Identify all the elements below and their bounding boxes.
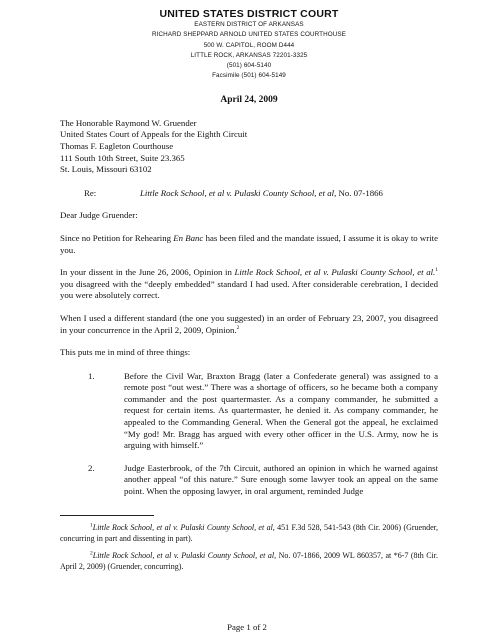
- salutation: Dear Judge Gruender:: [60, 210, 138, 221]
- footnote: [60, 522, 438, 544]
- fax-line: Facsimile (501) 604-5149: [212, 72, 286, 80]
- footnote-divider: [60, 515, 154, 516]
- court-name: UNITED STATES DISTRICT COURT: [159, 8, 339, 20]
- footnote-ref[interactable]: 1: [435, 267, 439, 274]
- paragraph-concurrence: [60, 313, 438, 336]
- letterhead: [60, 0, 438, 82]
- list-item: [60, 463, 438, 498]
- footnote-mark: 2: [90, 549, 93, 556]
- text-span: , 451 F.3d 528, 541-543 (8th Cir. 2006) (Gruender, concurring in part and dissenting in part).: [60, 522, 438, 543]
- footnote: [60, 550, 438, 572]
- list-item-text: Before the Civil War, Braxton Bragg (later a Confederate general) was assigned to a remote post “out west.” There was a shortage of officers, so he became both a company commander and the post quartermaster. As a company commander, he submitted a request for certain items. As quartermaster, he denied it. As company commander, he appealed to the Commanding General. When the General got the appeal, he exclaimed “My god! Mr. Bragg has argued with every other officer in the U.S. Army, now he is arguing with himself.”: [124, 370, 438, 451]
- address-line: St. Louis, Missouri 63102: [60, 164, 152, 175]
- case-citation: Little Rock School, et al v. Pulaski County School, et al: [92, 522, 273, 532]
- address-line: United States Court of Appeals for the Eighth Circuit: [60, 129, 248, 140]
- re-case-number: , No. 07-1866: [334, 187, 383, 198]
- re-line: [60, 188, 438, 200]
- re-label: Re:: [84, 187, 97, 198]
- text-span: you disagreed with the “deeply embedded” standard I had used. After considerable cerebration, I decided you were absolutely correct.: [60, 278, 438, 301]
- page-number: Page 1 of 2: [227, 622, 267, 632]
- re-case-title: Little Rock School, et al v. Pulaski County School, et al: [140, 187, 335, 198]
- re-case: [140, 188, 383, 200]
- list-item-text: Judge Easterbrook, of the 7th Circuit, authored an opinion in which he warned against another appeal “of this nature.” Sure enough some lawyer took an appeal on the same point. When the opposing lawyer, in oral argument, reminded Judge: [124, 462, 438, 497]
- address-line: Thomas F. Eagleton Courthouse: [60, 140, 174, 151]
- phone-line: (501) 604-5140: [226, 62, 272, 70]
- numbered-list: [60, 371, 438, 498]
- case-citation: Little Rock School, et al v. Pulaski County School, et al: [92, 550, 275, 560]
- footnote-ref[interactable]: 2: [236, 324, 240, 331]
- list-item-number: 1.: [88, 370, 95, 381]
- paragraph-dissent: [60, 267, 438, 302]
- city-line: LITTLE ROCK, ARKANSAS 72201-3325: [190, 51, 308, 59]
- list-item: [60, 371, 438, 452]
- district-line: EASTERN DISTRICT OF ARKANSAS: [194, 21, 304, 28]
- address-line: 111 South 10th Street, Suite 23.365: [60, 152, 185, 163]
- footnote-mark: 1: [90, 521, 93, 528]
- paragraph-mandate: [60, 233, 438, 256]
- address-line: The Honorable Raymond W. Gruender: [60, 117, 197, 128]
- recipient-address: [60, 118, 438, 176]
- text-span: Since no Petition for Rehearing: [60, 232, 174, 243]
- list-item-number: 2.: [88, 462, 95, 473]
- text-span: When I used a different standard (the one you suggested) in an order of February 23, 2007, you disagreed in your concurrence in the April 2, 2009, Opinion.: [60, 312, 438, 335]
- text-span: has been filed and the mandate issued, I assume it is okay to write you.: [60, 232, 439, 255]
- courthouse-line: RICHARD SHEPPARD ARNOLD UNITED STATES COURTHOUSE: [152, 31, 346, 39]
- italic-text: En Banc: [173, 232, 204, 243]
- paragraph-three-things: This puts me in mind of three things:: [60, 347, 191, 358]
- letter-date: April 24, 2009: [220, 94, 278, 105]
- case-citation: Little Rock School, et al v. Pulaski County School, et al.: [234, 267, 436, 278]
- text-span: In your dissent in the June 26, 2006, Opinion in: [60, 267, 235, 278]
- text-span: , No. 07-1866, 2009 WL 860357, at *6-7 (8th Cir. April 2, 2009) (Gruender, concurring).: [60, 550, 439, 571]
- street-line: 500 W. CAPITOL, ROOM D444: [203, 41, 295, 49]
